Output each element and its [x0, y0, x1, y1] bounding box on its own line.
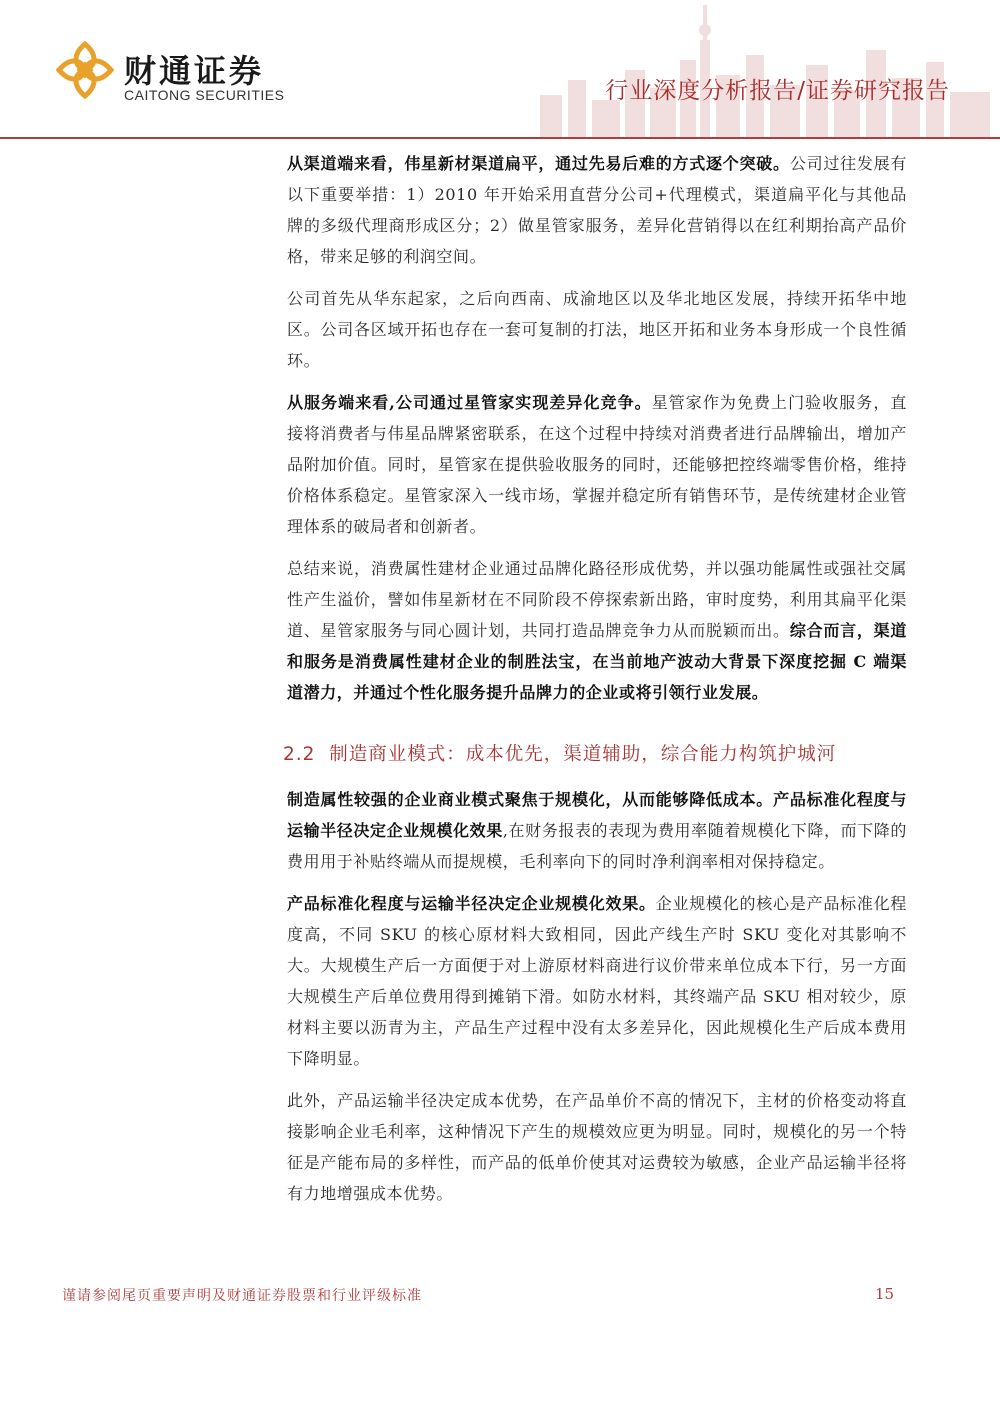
paragraph-regions: 公司首先从华东起家，之后向西南、成渝地区以及华北地区发展，持续开拓华中地区。公司各区域开拓也存在一套可复制的打法，地区开拓和业务本身形成一个良性循环。 [287, 289, 907, 370]
report-body [283, 148, 907, 1220]
paragraph-summary: 总结来说，消费属性建材企业通过品牌化路径形成优势，并以强功能属性或强社交属性产生溢价，譬如伟星新材在不同阶段不停探索新出路，审时度势，利用其扁平化渠道、星管家服务与同心圆计划，共同打造品牌竞争力从而脱颖而出。综合而言，渠道和服务是消费属性建材企业的制胜法宝，在当前地产波动大背景下深度挖掘 C 端渠道潜力，并通过个性化服务提升品牌力的企业或将引领行业发展。 [287, 559, 907, 702]
footer-disclaimer: 谨请参阅尾页重要声明及财通证券股票和行业评级标准 [62, 1288, 422, 1304]
paragraph-channel: 从渠道端来看，伟星新材渠道扁平，通过先易后难的方式逐个突破。公司过往发展有以下重要举措：1）2010 年开始采用直营分公司+代理模式，渠道扁平化与其他品牌的多级代理商形成区分；2）做星管家服务，差异化营销得以在红利期抬高产品价格，带来足够的利润空间。 [287, 154, 907, 266]
logo-chinese-name: 财通证券 [124, 52, 265, 90]
page-header [0, 0, 1000, 145]
page-number: 15 [875, 1285, 895, 1303]
caitong-logo-icon [55, 40, 115, 100]
section-heading: 2.2 制造商业模式：成本优先，渠道辅助，综合能力构筑护城河 [283, 744, 837, 765]
paragraph-scale: 制造属性较强的企业商业模式聚焦于规模化，从而能够降低成本。产品标准化程度与运输半径决定企业规模化效果,在财务报表的表现为费用率随着规模化下降，而下降的费用用于补贴终端从而提规模，毛利率向下的同时净利润率相对保持稳定。 [287, 790, 907, 871]
report-type-label: 行业深度分析报告/证券研究报告 [605, 78, 950, 104]
header-divider [0, 137, 1000, 139]
city-skyline-watermark [520, 0, 1000, 138]
paragraph-service: 从服务端来看,公司通过星管家实现差异化竞争。星管家作为免费上门验收服务，直接将消费者与伟星品牌紧密联系，在这个过程中持续对消费者进行品牌输出，增加产品附加价值。同时，星管家在提供验收服务的同时，还能够把控终端零售价格，维持价格体系稳定。星管家深入一线市场，掌握并稳定所有销售环节，是传统建材企业管理体系的破局者和创新者。 [287, 393, 907, 536]
paragraph-transport: 此外，产品运输半径决定成本优势，在产品单价不高的情况下，主材的价格变动将直接影响企业毛利率，这种情况下产生的规模效应更为明显。同时，规模化的另一个特征是产能布局的多样性，而产品的低单价使其对运费较为敏感，企业产品运输半径将有力地增强成本优势。 [287, 1091, 907, 1203]
logo-english-name: CAITONG SECURITIES [124, 87, 285, 103]
paragraph-standardization: 产品标准化程度与运输半径决定企业规模化效果。企业规模化的核心是产品标准化程度高，不同 SKU 的核心原材料大致相同，因此产线生产时 SKU 变化对其影响不大。大规模生产后一方面便于对上游原材料商进行议价带来单位成本下行，另一方面大规模生产后单位费用得到摊销下滑。如防水材料，其终端产品 SKU 相对较少，原材料主要以沥青为主，产品生产过程中没有太多差异化，因此规模化生产后成本费用下降明显。 [287, 894, 907, 1068]
